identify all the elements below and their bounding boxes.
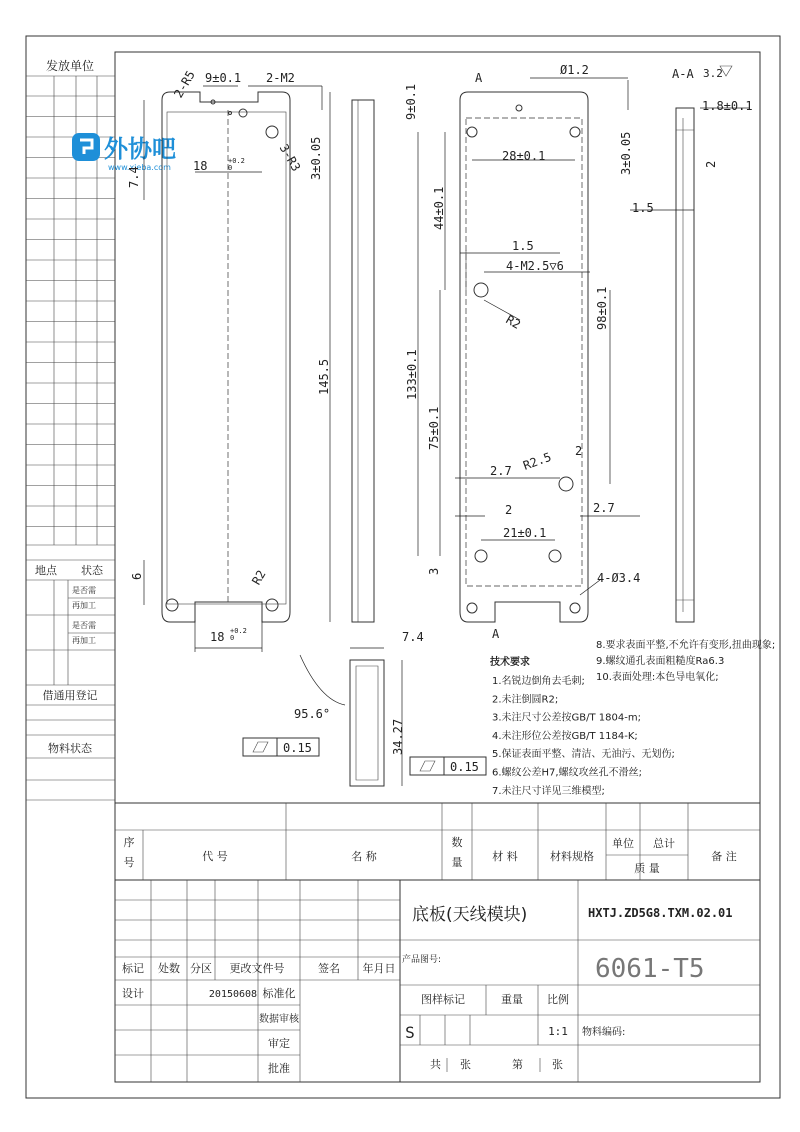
view-section-aa [630, 66, 753, 622]
v4-dim-34-27: 34.27 [391, 718, 405, 755]
v4-tol-1: 0.15 [283, 741, 312, 755]
v1-dim-r3: 3-R3 [276, 141, 304, 174]
location-label: 地点 [35, 564, 57, 577]
v2-dim-2-7b: 2.7 [593, 501, 615, 515]
title-block [115, 880, 760, 1082]
v2-dim-2-top: 2 [575, 444, 583, 458]
v3-dim-1-5: 1.5 [632, 201, 654, 215]
tb-review: 审定 [268, 1037, 290, 1050]
reprocess-2a: 是否需 [72, 621, 96, 630]
bom-unit: 单位 [612, 837, 634, 850]
reprocess-1b: 再加工 [72, 601, 96, 610]
tb-approve: 批准 [268, 1062, 290, 1075]
tb-drawing-no: HXTJ.ZD5G8.TXM.02.01 [588, 906, 733, 920]
reprocess-2b: 再加工 [72, 636, 96, 645]
v1-dim-18b: 18 [210, 630, 225, 644]
status-label: 状态 [81, 564, 103, 577]
tb-part-name: 底板(天线模块) [412, 905, 528, 925]
bom-spec: 材料规格 [550, 850, 594, 863]
note-item: 7.未注尺寸详见三维模型; [492, 785, 605, 797]
v2-dim-98: 98±0.1 [595, 286, 609, 330]
bom-remark: 备 注 [711, 850, 737, 863]
v2-dim-m25: 4-M2.5▽6 [506, 259, 564, 273]
tb-standardize: 标准化 [262, 987, 296, 1000]
view-back [404, 63, 640, 641]
v1-dim-9: 9±0.1 [205, 71, 242, 85]
v2-dim-9: 9±0.1 [404, 83, 418, 120]
v2-dim-1-5: 1.5 [512, 239, 534, 253]
v2-dim-2-7: 2.7 [490, 464, 512, 478]
v2-dim-2: 2 [505, 503, 513, 517]
tb-date: 20150608 [208, 989, 258, 1000]
v3-title: A-A [672, 67, 694, 81]
tb-count: 处数 [158, 962, 180, 975]
v1-dim-r5: 2-R5 [171, 68, 198, 101]
logo [72, 133, 176, 172]
note-item: 10.表面处理:本色导电氧化; [596, 672, 719, 683]
tb-sign: 签名 [318, 962, 340, 975]
tb-zone: 分区 [190, 962, 212, 975]
v2-dim-133: 133±0.1 [405, 349, 419, 400]
tb-scale: 1:1 [548, 1025, 568, 1038]
issue-unit-label: 发放单位 [45, 59, 95, 73]
svg-text:0: 0 [228, 164, 233, 172]
outer-border [26, 36, 780, 1098]
note-item: 1.名锐边倒角去毛刺; [492, 676, 585, 687]
tb-stage: S [405, 1023, 415, 1042]
note-item: 4.未注形位公差按GB/T 1184-K; [492, 730, 638, 742]
v2-dim-dia34: 4-Ø3.4 [597, 571, 641, 585]
v1-dim-m2: 2-M2 [266, 71, 295, 85]
technical-notes [489, 638, 775, 797]
v2-dim-44: 44±0.1 [432, 186, 446, 230]
note-item: 6.螺纹公差H7,螺纹攻丝孔不滑丝; [492, 767, 642, 779]
v2-dim-3b: 3 [427, 567, 441, 575]
v2-section-a-bottom: A [492, 627, 500, 641]
tb-design: 设计 [122, 987, 144, 1000]
note-item: 5.保证表面平整、清洁、无油污、无划伤; [492, 749, 675, 761]
bom-mass: 质 量 [634, 862, 660, 875]
logo-url: www.xieba.com [108, 163, 171, 172]
tb-scale-label: 比例 [547, 993, 569, 1006]
tb-total-sheets: 共 [430, 1058, 441, 1071]
note-item: 8.要求表面平整,不允许有变形,扭曲现象; [596, 640, 776, 651]
tb-sheet-of: 张 [552, 1058, 563, 1071]
v4-tol-2: 0.15 [450, 760, 479, 774]
v1-dim-3: 3±0.05 [309, 136, 323, 180]
v2-dim-dia12: Ø1.2 [560, 63, 589, 77]
bom-header [115, 803, 760, 880]
tb-material-code: 物料编码: [582, 1027, 626, 1038]
tb-product-code-label: 产品图号: [402, 955, 442, 965]
bom-name: 名 称 [351, 850, 377, 863]
note-item: 3.未注尺寸公差按GB/T 1804-m; [492, 712, 641, 724]
tb-material: 6061-T5 [595, 954, 705, 984]
material-status-label: 物料状态 [48, 742, 92, 755]
v4-dim-angle: 95.6° [294, 707, 331, 721]
v2-dim-21: 21±0.1 [503, 526, 547, 540]
v3-dim-1-8: 1.8±0.1 [702, 99, 753, 113]
bom-material: 材 料 [492, 850, 518, 863]
v4-dim-7-4: 7.4 [402, 630, 424, 644]
tb-weight: 重量 [501, 993, 523, 1006]
left-column [26, 58, 115, 800]
bom-total: 总计 [653, 837, 675, 850]
logo-text: 外协吧 [104, 135, 176, 163]
bom-code: 代 号 [202, 850, 228, 863]
svg-text:+0.2: +0.2 [228, 157, 245, 165]
v3-dim-2: 2 [704, 160, 718, 168]
tb-date-label: 年月日 [362, 962, 396, 975]
view-profile [243, 630, 486, 786]
bom-seq: 序号 [123, 836, 135, 869]
view-side-strip [352, 100, 374, 622]
tb-sheets: 张 [460, 1058, 471, 1071]
v2-dim-r25: R2.5 [521, 449, 554, 473]
svg-text:0: 0 [230, 634, 235, 642]
note-item: 9.螺纹通孔表面粗糙度Ra6.3 [596, 656, 725, 667]
v1-dim-7-4: 7.4 [127, 166, 141, 188]
tb-mark: 标记 [122, 962, 144, 975]
reprocess-1a: 是否需 [72, 586, 96, 595]
v1-dim-r2: R2 [249, 567, 269, 588]
notes-heading: 技术要求 [490, 657, 530, 668]
v1-dim-18: 18 [193, 159, 208, 173]
v2-dim-75: 75±0.1 [427, 406, 441, 450]
tb-change-doc: 更改文件号 [229, 962, 285, 975]
svg-text:+0.2: +0.2 [230, 627, 247, 635]
tb-sheet-no: 第 [512, 1058, 523, 1071]
v2-dim-3: 3±0.05 [619, 131, 633, 175]
v2-section-a-top: A [475, 71, 483, 85]
v2-dim-r2: R2 [503, 312, 524, 332]
v2-dim-28: 28±0.1 [502, 149, 546, 163]
v1-dim-145-5: 145.5 [317, 358, 331, 395]
tb-sample-mark: 图样标记 [421, 993, 465, 1006]
bom-qty: 数量 [451, 836, 463, 869]
v1-dim-6: 6 [130, 572, 144, 580]
v3-roughness: 3.2 [703, 67, 723, 80]
note-item: 2.未注倒圆R2; [492, 694, 559, 706]
tb-data-review: 数据审核 [259, 1014, 299, 1025]
borrow-register-label: 借通用登记 [42, 689, 98, 702]
